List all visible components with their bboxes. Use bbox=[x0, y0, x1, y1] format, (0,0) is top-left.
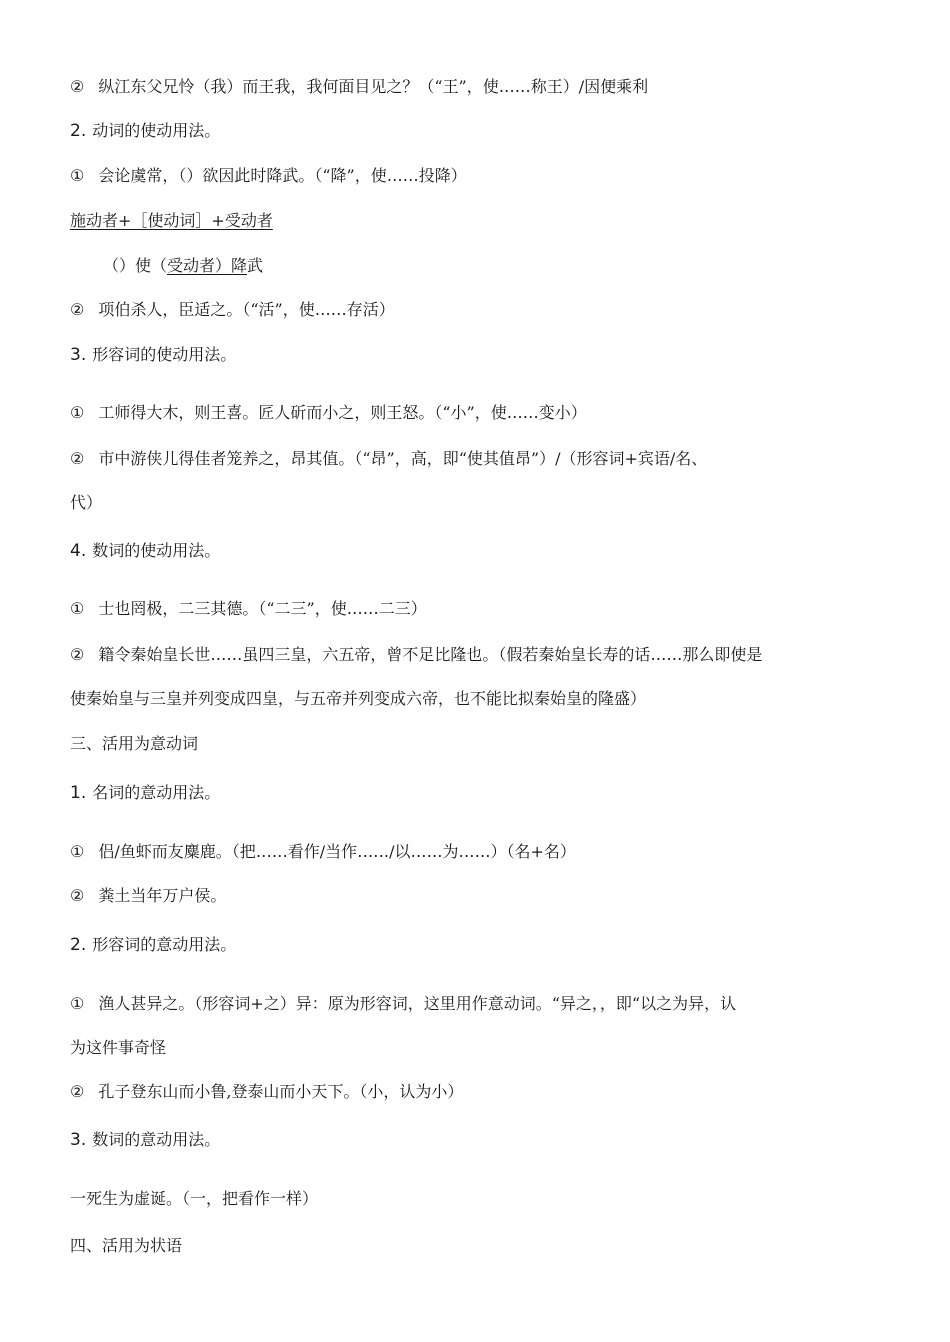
item-marker: ② bbox=[70, 645, 85, 664]
continuation-text: 代） bbox=[70, 493, 103, 512]
section-heading bbox=[70, 120, 890, 142]
item-marker: ② bbox=[70, 886, 85, 905]
item-marker: ② bbox=[70, 300, 85, 319]
formula-underlined: 受动者）降 bbox=[167, 256, 248, 275]
formula-prefix: （）使（ bbox=[103, 256, 168, 275]
example-line bbox=[70, 644, 890, 666]
formula-text: 施动者+［使动词］+受动者 bbox=[70, 211, 273, 230]
chapter-heading bbox=[70, 733, 890, 755]
continuation-line bbox=[70, 492, 890, 514]
heading-number: 2. bbox=[70, 121, 87, 141]
example-line bbox=[70, 76, 890, 98]
example-text: 籍令秦始皇长世……虽四三皇，六五帝，曾不足比隆也。（假若秦始皇长寿的话……那么即使是 bbox=[98, 645, 763, 664]
item-marker: ① bbox=[70, 166, 85, 185]
formula-example bbox=[103, 255, 890, 277]
example-line bbox=[70, 1188, 890, 1210]
item-marker: ② bbox=[70, 77, 85, 96]
heading-text: 动词的使动用法。 bbox=[92, 121, 221, 140]
continuation-text: 为这件事奇怪 bbox=[70, 1038, 167, 1057]
item-marker: ① bbox=[70, 842, 85, 861]
example-line bbox=[70, 402, 890, 424]
heading-text: 名词的意动用法。 bbox=[92, 783, 221, 802]
item-marker: ① bbox=[70, 403, 85, 422]
example-line bbox=[70, 598, 890, 620]
example-text: 渔人甚异之。（形容词+之）异：原为形容词，这里用作意动词。“异之，，即“以之为异，认 bbox=[98, 994, 737, 1013]
example-text: 孔子登东山而小鲁,登泰山而小天下。（小，认为小） bbox=[98, 1082, 464, 1101]
item-marker: ① bbox=[70, 994, 85, 1013]
continuation-text: 使秦始皇与三皇并列变成四皇，与五帝并列变成六帝，也不能比拟秦始皇的隆盛） bbox=[70, 689, 647, 708]
example-text: 工师得大木，则王喜。匠人斫而小之，则王怒。（“小”，使……变小） bbox=[98, 403, 587, 422]
example-text: 市中游侠儿得佳者笼养之，昂其值。（“昂”，高，即“使其值昂”）/（形容词+宾语/名、 bbox=[98, 449, 708, 468]
example-line bbox=[70, 299, 890, 321]
example-text: 士也罔极，二三其德。（“二三”，使……二三） bbox=[98, 599, 427, 618]
chapter-heading-text: 三、活用为意动词 bbox=[70, 734, 199, 753]
example-text: 粪土当年万户侯。 bbox=[98, 886, 227, 905]
section-heading bbox=[70, 934, 890, 956]
continuation-line bbox=[70, 688, 890, 710]
example-text: 一死生为虚诞。（一，把看作一样） bbox=[70, 1189, 319, 1208]
section-heading bbox=[70, 344, 890, 366]
section-heading bbox=[70, 782, 890, 804]
chapter-heading-text: 四、活用为状语 bbox=[70, 1236, 183, 1255]
example-text: 侣/鱼虾而友麋鹿。（把……看作/当作……/以……为……）（名+名） bbox=[98, 842, 576, 861]
heading-text: 形容词的使动用法。 bbox=[92, 345, 237, 364]
example-line bbox=[70, 841, 890, 863]
heading-number: 3. bbox=[70, 1130, 87, 1150]
heading-number: 1. bbox=[70, 783, 87, 803]
heading-text: 形容词的意动用法。 bbox=[92, 935, 237, 954]
formula-suffix: 武 bbox=[247, 256, 264, 275]
formula-line bbox=[70, 210, 890, 232]
heading-text: 数词的使动用法。 bbox=[92, 541, 221, 560]
heading-number: 2. bbox=[70, 935, 87, 955]
item-marker: ② bbox=[70, 449, 85, 468]
heading-number: 4. bbox=[70, 541, 87, 561]
example-line bbox=[70, 993, 890, 1015]
example-line bbox=[70, 1081, 890, 1103]
item-marker: ② bbox=[70, 1082, 85, 1101]
heading-text: 数词的意动用法。 bbox=[92, 1130, 221, 1149]
chapter-heading bbox=[70, 1235, 890, 1257]
section-heading bbox=[70, 1129, 890, 1151]
example-text: 项伯杀人，臣适之。（“活”，使……存活） bbox=[98, 300, 395, 319]
continuation-line bbox=[70, 1037, 890, 1059]
heading-number: 3. bbox=[70, 345, 87, 365]
example-text: 会论虞常，（）欲因此时降武。（“降”，使……投降） bbox=[98, 166, 467, 185]
section-heading bbox=[70, 540, 890, 562]
example-line bbox=[70, 165, 890, 187]
example-text: 纵江东父兄怜（我）而王我，我何面目见之？（“王”，使……称王）/因便乘利 bbox=[98, 77, 649, 96]
example-line bbox=[70, 448, 890, 470]
item-marker: ① bbox=[70, 599, 85, 618]
example-line bbox=[70, 885, 890, 907]
